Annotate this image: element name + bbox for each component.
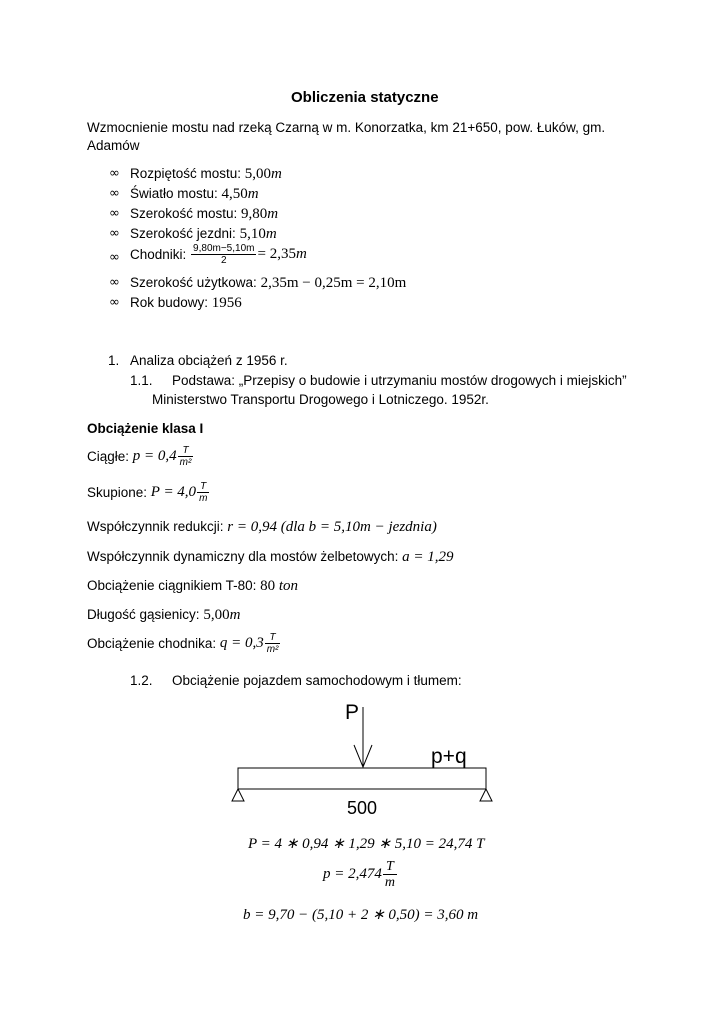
- fraction-denominator: m²: [266, 644, 279, 655]
- load-class-heading: Obciążenie klasa I: [87, 421, 204, 436]
- spec-unit: m: [267, 206, 279, 222]
- beam-diagram: [225, 695, 505, 825]
- load-concentrated: [87, 481, 210, 504]
- spec-value: 9,80: [241, 206, 268, 222]
- section-1-title: Analiza obciążeń z 1956 r.: [130, 353, 288, 368]
- equation-distributed-load: [323, 859, 398, 890]
- beam: [238, 768, 486, 789]
- equation-lhs: p = 2,474: [323, 866, 382, 882]
- load-label: Współczynnik redukcji:: [87, 519, 228, 534]
- unit-fraction: [383, 859, 397, 890]
- unit-fraction: [265, 632, 281, 655]
- load-expr: r = 0,94 (dla b = 5,10m − jezdnia): [227, 519, 437, 535]
- bullet-icon: ∞: [109, 166, 120, 181]
- load-label: Ciągłe:: [87, 449, 133, 464]
- spec-value: 5,10: [239, 226, 266, 242]
- spec-unit: m: [295, 246, 307, 262]
- intro-line-1: Wzmocnienie mostu nad rzeką Czarną w m. Konorzatka, km 21+650, pow. Łuków, gm.: [87, 120, 606, 135]
- fraction-numerator: T: [197, 481, 209, 493]
- fraction-denominator: 2: [220, 255, 227, 266]
- section-1-2-title: Obciążenie pojazdem samochodowym i tłumem:: [172, 673, 462, 688]
- spec-label: Rozpiętość mostu:: [130, 166, 245, 181]
- intro-line-2: Adamów: [87, 138, 140, 153]
- spec-clearance: [130, 186, 259, 203]
- load-lhs: p = 0,4: [132, 448, 177, 464]
- fraction-denominator: m: [199, 493, 208, 504]
- point-load-label: P: [345, 701, 360, 724]
- bullet-icon: ∞: [109, 295, 120, 310]
- load-label: Obciążenie ciągnikiem T-80:: [87, 578, 261, 593]
- spec-span: [130, 166, 282, 183]
- left-support-icon: [232, 789, 244, 801]
- page-title: Obliczenia statyczne: [291, 89, 439, 106]
- distributed-load-label: p+q: [431, 745, 467, 768]
- section-1-1-text-cont: Ministerstwo Transportu Drogowego i Lotniczego. 1952r.: [152, 392, 489, 407]
- span-label: 500: [347, 798, 378, 818]
- bullet-icon: ∞: [109, 250, 120, 265]
- equation-point-load: P = 4 ∗ 0,94 ∗ 1,29 ∗ 5,10 = 24,74 T: [248, 836, 485, 852]
- spec-label: Szerokość jezdni:: [130, 226, 240, 241]
- bullet-icon: ∞: [109, 226, 120, 241]
- spec-result: = 2,35: [257, 246, 296, 262]
- load-unit: ton: [278, 578, 299, 594]
- section-1-1-number: 1.1.: [130, 373, 153, 388]
- spec-label: Szerokość mostu:: [130, 206, 242, 221]
- bullet-icon: ∞: [109, 206, 120, 221]
- spec-value: 4,50: [221, 186, 248, 202]
- load-dynamic-factor: [87, 549, 454, 566]
- spec-value: 5,00: [244, 166, 272, 182]
- load-continuous: [87, 445, 194, 468]
- spec-year-built: [130, 295, 242, 312]
- spec-usable-width: [130, 275, 406, 292]
- spec-unit: m: [271, 166, 282, 182]
- sidewalk-fraction: [191, 243, 256, 266]
- fraction-numerator: 9,80m−5,10m: [193, 243, 255, 254]
- load-label: Obciążenie chodnika:: [87, 636, 220, 651]
- load-lhs: q = 0,3: [219, 635, 264, 651]
- fraction-denominator: m²: [179, 457, 192, 468]
- spec-label: Światło mostu:: [130, 186, 222, 201]
- load-reduction-factor: [87, 519, 437, 536]
- load-sidewalk: [87, 632, 281, 655]
- section-1-number: 1.: [108, 353, 120, 368]
- load-value: 5,00: [203, 607, 230, 623]
- right-support-icon: [480, 789, 492, 801]
- load-expr: a = 1,29: [402, 549, 454, 565]
- spec-unit: m: [265, 226, 277, 242]
- equation-width: b = 9,70 − (5,10 + 2 ∗ 0,50) = 3,60 m: [243, 907, 479, 923]
- unit-fraction: [178, 445, 194, 468]
- fraction-denominator: m: [384, 875, 395, 890]
- spec-label: Szerokość użytkowa:: [130, 275, 261, 290]
- spec-value: 1956: [211, 295, 242, 311]
- spec-sidewalks: [130, 243, 307, 266]
- bullet-icon: ∞: [109, 275, 120, 290]
- load-track-length: [87, 607, 240, 624]
- load-tractor: [87, 578, 298, 595]
- spec-label: Rok budowy:: [130, 295, 212, 310]
- section-1-1-text: Podstawa: „Przepisy o budowie i utrzymaniu mostów drogowych i miejskich”: [172, 373, 627, 388]
- load-lhs: P = 4,0: [150, 484, 197, 500]
- section-1-2-number: 1.2.: [130, 673, 153, 688]
- unit-fraction: [197, 481, 209, 504]
- load-label: Skupione:: [87, 485, 151, 500]
- load-unit: m: [229, 607, 241, 623]
- spec-expr: 2,35m − 0,25m = 2,10m: [260, 275, 407, 291]
- fraction-numerator: T: [383, 859, 397, 875]
- spec-roadway-width: [130, 226, 277, 243]
- load-label: Współczynnik dynamiczny dla mostów żelbetowych:: [87, 549, 403, 564]
- spec-label: Chodniki:: [130, 247, 191, 262]
- load-value: 80: [260, 578, 276, 594]
- fraction-numerator: T: [178, 445, 194, 457]
- spec-bridge-width: [130, 206, 278, 223]
- fraction-numerator: T: [265, 632, 281, 644]
- spec-unit: m: [247, 186, 259, 202]
- bullet-icon: ∞: [109, 186, 120, 201]
- load-label: Długość gąsienicy:: [87, 607, 204, 622]
